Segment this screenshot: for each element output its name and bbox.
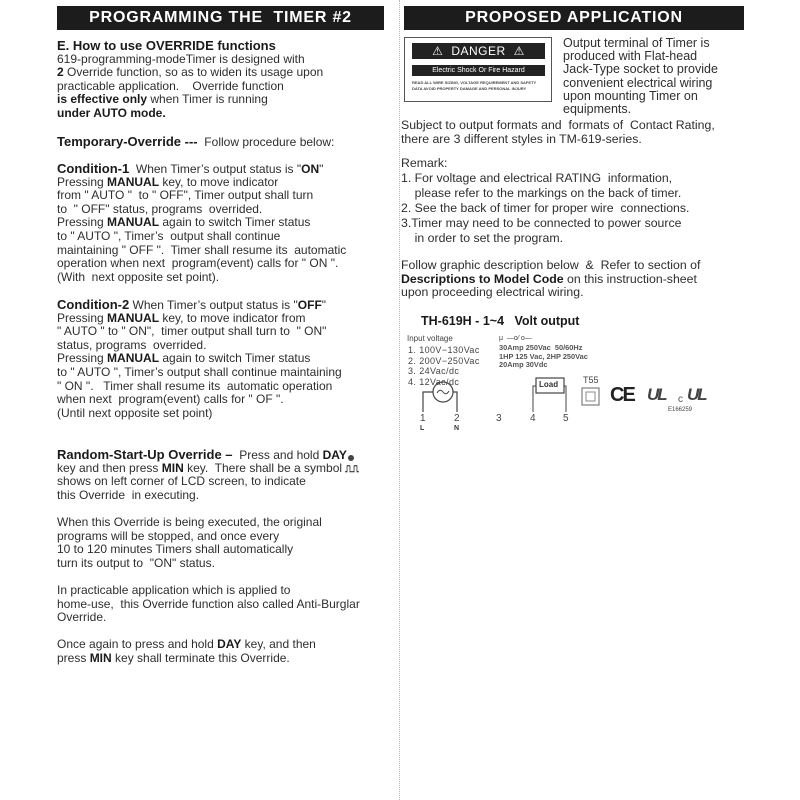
- burglar-line: In practicable application which is applied to: [57, 583, 291, 597]
- follow-line: upon proceeding electrical wiring.: [401, 285, 584, 300]
- right-column: [400, 0, 800, 800]
- c2-text: again to switch Timer status: [159, 351, 311, 366]
- terminal-4: 4: [530, 413, 536, 424]
- intro-line: produced with Flat-head: [563, 49, 698, 64]
- random-start-up-override: [57, 448, 359, 502]
- load-label: Load: [539, 380, 559, 389]
- burglar-line: Override.: [57, 610, 107, 625]
- section-e-line: Override function, so as to widen its usage upon: [63, 65, 324, 80]
- random-symbol-dot-icon: [348, 455, 354, 461]
- intro-line: Output terminal of Timer is: [563, 36, 710, 50]
- section-e-line: under AUTO mode.: [57, 105, 166, 120]
- terminate-text: key shall terminate this Override.: [111, 650, 290, 665]
- danger-label: [404, 37, 552, 102]
- temporary-heading: Temporary-Override ---: [57, 134, 198, 149]
- cul-prefix: c: [678, 394, 683, 405]
- c1-manual: MANUAL: [107, 174, 160, 189]
- c1-text: to " AUTO ", Timer’s output shall continue: [57, 228, 281, 243]
- ul-mark-logo: UL: [647, 385, 666, 404]
- random-heading: Random-Start-Up Override –: [57, 447, 233, 462]
- rating-line: 1HP 125 Vac, 2HP 250Vac: [499, 351, 588, 361]
- terminal-2-neutral: N: [454, 425, 460, 432]
- intro-line: convenient electrical wiring: [563, 75, 713, 90]
- danger-subtitle: Electric Shock Or Fire Hazard: [412, 65, 545, 76]
- intro-paragraph: [563, 37, 718, 116]
- c1-manual: MANUAL: [107, 215, 160, 230]
- follow-line: on this instruction-sheet: [563, 271, 697, 286]
- c1-text: maintaining " OFF ". Timer shall resume its automatic: [57, 242, 347, 257]
- c2-text: key, to move indicator from: [159, 310, 306, 325]
- c2-text: Pressing: [57, 310, 108, 325]
- remark-item: please refer to the markings on the back of timer.: [401, 186, 682, 200]
- section-e: [57, 39, 323, 121]
- warning-triangle-icon: ⚠: [513, 44, 525, 58]
- c2-manual: MANUAL: [107, 310, 160, 325]
- remark-label: Remark:: [401, 156, 448, 170]
- random-text: key and then press: [57, 460, 162, 475]
- c1-text: from " AUTO " to " OFF", Timer output shall turn: [57, 188, 314, 203]
- ce-mark-logo: CE: [610, 384, 634, 406]
- c1-text: key, to move indicator: [159, 174, 279, 189]
- remark-item: 2. See the back of timer for proper wire connections.: [401, 201, 690, 215]
- terminate-text: Once again to press and hold: [57, 637, 218, 651]
- c2-text: to " AUTO ", Timer’s output shall continue maintaining: [57, 364, 342, 379]
- random-day-key: DAY: [322, 448, 347, 462]
- temporary-override: [57, 135, 334, 149]
- condition-1-intro: When Timer’s output status is ": [129, 162, 302, 176]
- section-e-bold: is effective only: [57, 92, 148, 107]
- section-e-bold: 2: [57, 65, 64, 80]
- diagram-title: TH-619H - 1~4 Volt output: [421, 314, 580, 328]
- exec-line: turn its output to "ON" status.: [57, 555, 215, 570]
- contact-ratings: [499, 344, 588, 370]
- input-voltage-item: 3. 24Vac/dc: [408, 366, 460, 376]
- subject-line: there are 3 different styles in TM-619-series.: [401, 131, 642, 146]
- section-e-heading: E. How to use OVERRIDE functions: [57, 38, 276, 53]
- random-text: key. There shall be a symbol: [183, 460, 343, 475]
- intro-line: upon mounting Timer on: [563, 88, 698, 103]
- condition-2-status: OFF: [297, 298, 322, 312]
- paragraph-anti-burglar: [57, 584, 360, 625]
- danger-title: DANGER: [451, 44, 506, 58]
- condition-2-intro-end: ": [321, 298, 327, 312]
- c1-text: operation when next program(event) calls for " ON ".: [57, 256, 339, 271]
- terminate-text: press: [57, 650, 90, 665]
- condition-2-label: Condition-2: [57, 297, 130, 312]
- danger-title-bar: [412, 43, 545, 59]
- c1-text: Pressing: [57, 174, 108, 189]
- terminal-1: 1: [420, 413, 426, 424]
- c1-text: again to switch Timer status: [159, 215, 311, 230]
- wiring-diagram-lines: [400, 372, 800, 414]
- section-e-line: when Timer is running: [147, 92, 268, 107]
- remark-item: in order to set the program.: [401, 231, 563, 245]
- rating-line: 30Amp 250Vac 50/60Hz: [499, 343, 583, 352]
- terminal-2: 2: [454, 413, 460, 424]
- paragraph-terminate: [57, 638, 316, 665]
- terminate-text: key, and then: [241, 637, 316, 651]
- random-pulse-icon: ⎍⎍: [345, 463, 360, 475]
- exec-line: programs will be stopped, and once every: [57, 528, 280, 543]
- ac-source-icon: [423, 382, 457, 412]
- terminal-5: 5: [563, 413, 569, 424]
- remark-item: 3.Timer may need to be connected to power source: [401, 216, 682, 230]
- follow-paragraph: [401, 259, 700, 300]
- subject-paragraph: [401, 119, 715, 146]
- burglar-line: home-use, this Override function also called Anti-Burglar: [57, 596, 360, 611]
- left-banner-title: PROGRAMMING THE TIMER #2: [57, 6, 384, 30]
- c2-text: status, programs overrided.: [57, 337, 207, 352]
- c1-text: Pressing: [57, 215, 108, 230]
- input-voltage-item: 1. 100V−130Vac: [408, 345, 480, 355]
- c2-text: when next program(event) calls for " OF ".: [57, 392, 284, 407]
- input-voltage-label: Input voltage: [407, 334, 453, 343]
- t55-double-insulation-icon: [582, 388, 599, 405]
- subject-line: Subject to output formats and formats of Contact Rating,: [401, 118, 715, 132]
- condition-2-intro: When Timer’s output status is ": [129, 298, 298, 312]
- danger-fine-print: READ ALL WIRE SIZING, VOLTAGE REQUIREMENT AND SAFETY DATA AVOID PROPERTY DAMAGE AND PERSONAL INJURY: [412, 80, 537, 91]
- model-code-reference: Descriptions to Model Code: [401, 271, 564, 286]
- input-voltage-item: 4. 12Vac/dc: [408, 376, 460, 387]
- c1-text: (With next opposite set point).: [57, 269, 220, 284]
- c2-manual: MANUAL: [107, 351, 160, 366]
- section-e-line: practicable application. Override function: [57, 78, 284, 93]
- condition-1: [57, 162, 346, 284]
- t55-label: T55: [583, 375, 599, 385]
- intro-line: Jack-Type socket to provide: [563, 62, 718, 77]
- paragraph-execution: [57, 516, 322, 570]
- condition-1-label: Condition-1: [57, 161, 130, 176]
- terminate-day-key: DAY: [217, 637, 242, 651]
- c2-text: " ON ". Timer shall resume its automatic operation: [57, 378, 333, 393]
- certification-number: E166259: [668, 407, 693, 413]
- diagram-title-wrap: [421, 315, 579, 329]
- random-text: shows on left corner of LCD screen, to indicate: [57, 474, 306, 489]
- contact-symbol-icon: μ —o⁄ o—: [499, 335, 532, 342]
- temporary-text: Follow procedure below:: [197, 135, 335, 149]
- exec-line: When this Override is being executed, the original: [57, 515, 322, 529]
- warning-triangle-icon: ⚠: [432, 44, 444, 58]
- condition-1-status: ON: [301, 162, 320, 176]
- cul-mark-logo: UL: [687, 385, 706, 404]
- input-voltage-item: 2. 200V−250Vac: [408, 355, 480, 366]
- c2-text: (Until next opposite set point): [57, 405, 213, 420]
- condition-1-intro-end: ": [319, 162, 324, 176]
- terminal-1-live: L: [420, 425, 425, 432]
- exec-line: 10 to 120 minutes Timers shall automatically: [57, 542, 294, 557]
- terminal-3: 3: [496, 413, 502, 424]
- condition-2: [57, 298, 342, 420]
- random-min-key: MIN: [161, 460, 184, 475]
- right-banner-title: PROPOSED APPLICATION: [404, 6, 744, 30]
- follow-line: Follow graphic description below & Refer to section of: [401, 258, 701, 272]
- intro-line: equipments.: [563, 101, 632, 116]
- section-e-line: 619-programming-modeTimer is designed with: [57, 51, 305, 66]
- random-text: this Override in executing.: [57, 487, 200, 502]
- rating-line: 20Amp 30Vdc: [499, 360, 548, 370]
- terminate-min-key: MIN: [89, 650, 112, 665]
- random-text: Press and hold: [232, 448, 323, 462]
- remark-item: 1. For voltage and electrical RATING information,: [401, 171, 673, 185]
- c2-text: " AUTO " to " ON", timer output shall turn to " ON": [57, 324, 327, 339]
- c1-text: to " OFF" status, programs overrided.: [57, 201, 263, 216]
- remarks: [401, 156, 689, 246]
- c2-text: Pressing: [57, 351, 108, 366]
